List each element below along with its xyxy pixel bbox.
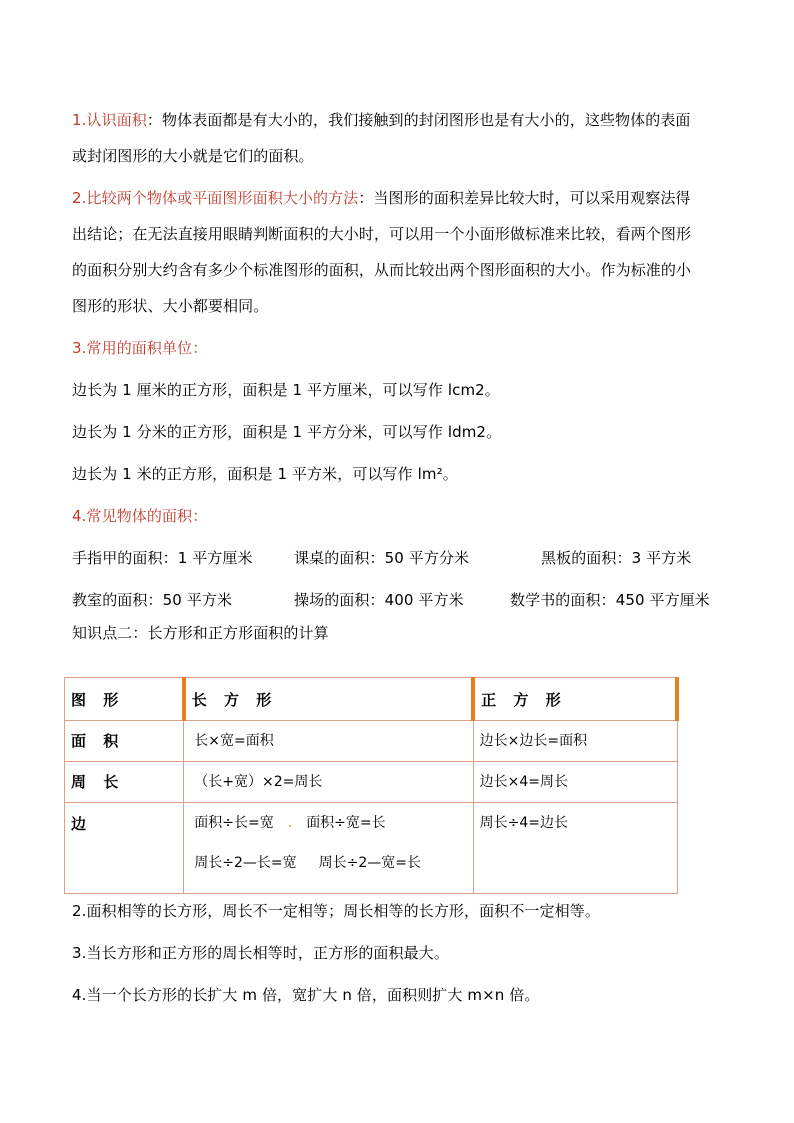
object-area: 手指甲的面积：1 平方厘米 [72,549,253,567]
s2-line4: 图形的形状、大小都要相同。 [72,297,269,315]
formula: 面积÷长=宽 [194,815,274,831]
object-area: 数学书的面积：450 平方厘米 [510,591,710,609]
conclusions [72,893,722,1013]
s4-title: 4.常见物体的面积： [72,507,208,525]
table-row [65,721,678,762]
table-row [65,803,678,894]
row-label-perimeter: 周 长 [65,762,184,803]
conclusion-item: 2.面积相等的长方形，周长不一定相等；周长相等的长方形，面积不一定相等。 [72,902,600,920]
s2-line1: 2.比较两个物体或平面图形面积大小的方法：当图形的面积差异比较大时，可以采用观察法得 [72,189,691,207]
s1-title: 1.认识面积 [72,111,147,129]
square-side-formula: 周长÷4=边长 [473,803,677,894]
object-area: 黑板的面积：3 平方米 [541,549,692,567]
rect-side-formulas [184,803,473,894]
s1-line2: 或封闭图形的大小就是它们的面积。 [72,147,314,165]
object-area: 操场的面积：400 平方米 [294,591,464,609]
header-shape: 图 形 [65,678,184,721]
formula: 面积÷宽=长 [306,815,386,831]
table-header-row [65,678,678,721]
formula: 周长÷2—宽=长 [318,855,422,871]
s2-line2: 出结论；在无法直接用眼睛判断面积的大小时，可以用一个小面形做标准来比较，看两个图形 [72,225,692,243]
s3-item: 边长为 1 厘米的正方形，面积是 1 平方厘米，可以写作 lcm2。 [72,381,500,399]
rect-perimeter-formula: （长+宽）×2=周长 [184,762,473,803]
s1-line1: 1.认识面积：物体表面都是有大小的，我们接触到的封闭图形也是有大小的，这些物体的表面 [72,111,691,129]
s4-row2 [72,582,722,618]
table-row [65,762,678,803]
formula: 周长÷2—长=宽 [194,855,297,871]
square-perimeter-formula: 边长×4=周长 [473,762,677,803]
object-area: 课桌的面积：50 平方分米 [294,549,470,567]
dot-mark: . [287,815,293,831]
s2-title: 2.比较两个物体或平面图形面积大小的方法 [72,189,359,207]
row-label-area: 面 积 [65,721,184,762]
conclusion-item: 3.当长方形和正方形的周长相等时，正方形的面积最大。 [72,944,449,962]
document-body [72,100,722,648]
s2-line3: 的面积分别大约含有多少个标准图形的面积，从而比较出两个图形面积的大小。作为标准的小 [72,261,692,279]
rect-area-formula: 长×宽=面积 [184,721,473,762]
kp2-title: 知识点二：长方形和正方形面积的计算 [72,624,329,642]
conclusion-item: 4.当一个长方形的长扩大 m 倍，宽扩大 n 倍，面积则扩大 m×n 倍。 [72,986,540,1004]
row-label-side: 边 [65,803,184,894]
s3-item: 边长为 1 分米的正方形，面积是 1 平方分米，可以写作 ldm2。 [72,423,502,441]
s3-item: 边长为 1 米的正方形，面积是 1 平方米，可以写作 lm²。 [72,465,458,483]
s3-title: 3.常用的面积单位： [72,339,208,357]
header-square: 正 方 形 [473,678,677,721]
object-area: 教室的面积：50 平方米 [72,591,233,609]
header-rectangle: 长 方 形 [184,678,473,721]
s4-row1 [72,540,722,576]
area-formula-table [64,677,679,894]
square-area-formula: 边长×边长=面积 [473,721,677,762]
